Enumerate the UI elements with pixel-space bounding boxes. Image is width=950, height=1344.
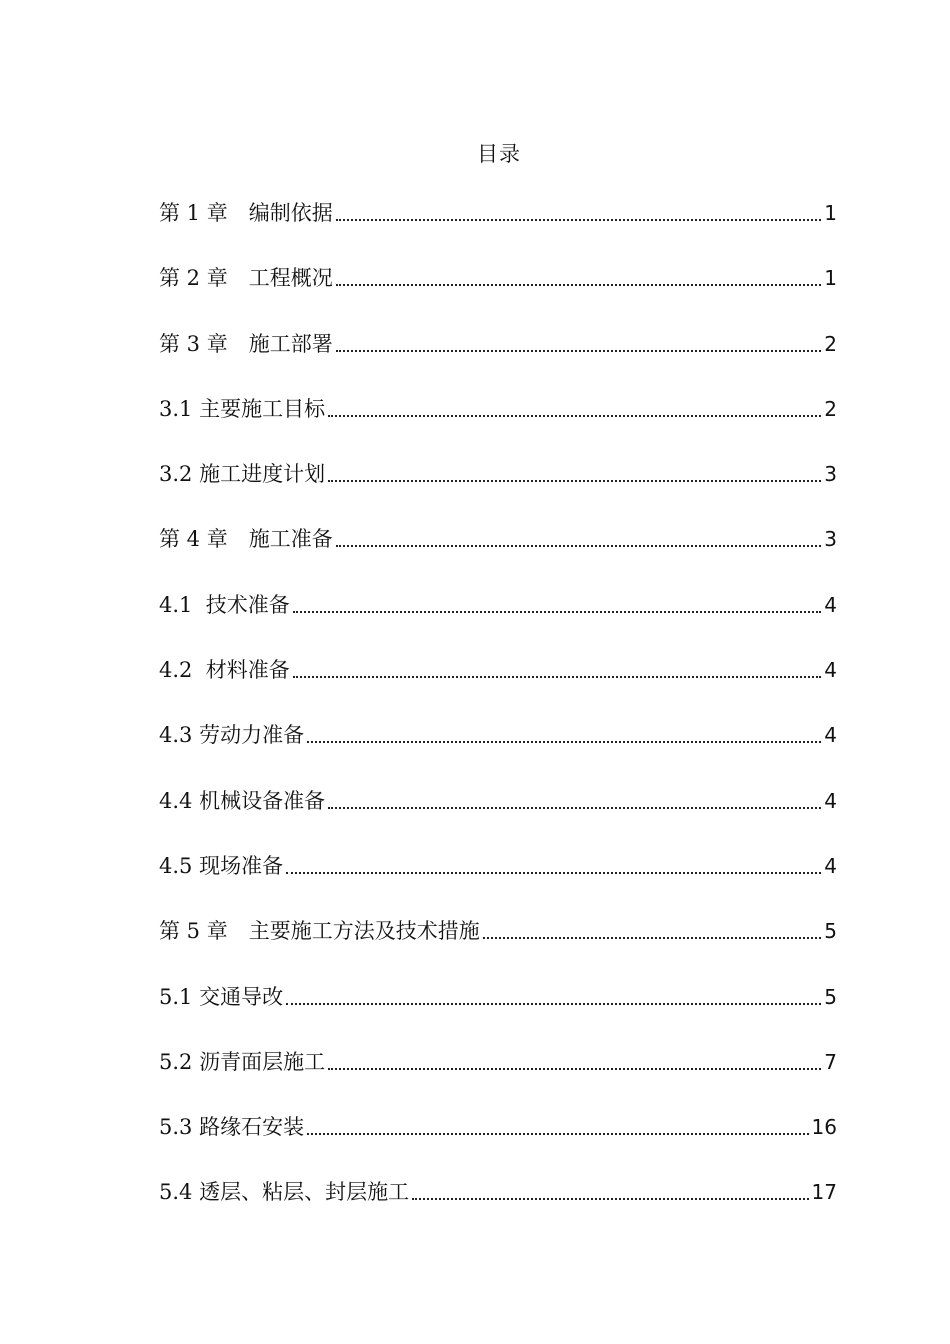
toc-entry[interactable] [159, 783, 837, 848]
toc-entry-text: 4.2 材料准备 [159, 658, 290, 683]
toc-entry[interactable] [159, 587, 837, 652]
toc-entry-page: 16 [811, 1115, 837, 1140]
toc-leader-dots [293, 587, 822, 613]
toc-entry-text: 5.4 透层、粘层、封层施工 [159, 1180, 410, 1205]
toc-entry-text: 4.4 机械设备准备 [159, 788, 326, 813]
toc-leader-dots [336, 326, 822, 352]
toc-leader-dots [328, 391, 821, 417]
toc-entry[interactable] [159, 391, 837, 456]
toc-entry-text: 第 1 章 编制依据 [159, 201, 333, 225]
toc-leader-dots [286, 848, 821, 874]
toc-entry-text: 3.1 主要施工目标 [159, 396, 326, 421]
toc-entry[interactable] [159, 521, 837, 586]
toc-entry-page: 1 [824, 266, 837, 291]
table-of-contents [159, 195, 837, 1240]
toc-leader-dots [307, 1109, 808, 1135]
toc-entry-text: 5.3 路缘石安装 [159, 1115, 305, 1140]
toc-entry-page: 4 [824, 788, 837, 813]
toc-entry[interactable] [159, 326, 837, 391]
toc-entry-page: 2 [824, 396, 837, 421]
toc-entry-text: 4.1 技术准备 [159, 592, 290, 617]
toc-entry[interactable] [159, 913, 837, 978]
toc-leader-dots [328, 783, 821, 809]
toc-entry-page: 5 [824, 984, 837, 1009]
toc-entry-page: 7 [824, 1049, 837, 1074]
toc-entry[interactable] [159, 1044, 837, 1109]
toc-leader-dots [328, 1044, 821, 1070]
toc-entry[interactable] [159, 456, 837, 521]
toc-entry[interactable] [159, 195, 837, 260]
toc-leader-dots [328, 456, 821, 482]
toc-entry-text: 第 3 章 施工部署 [159, 331, 333, 356]
toc-entry[interactable] [159, 848, 837, 913]
toc-entry-text: 第 2 章 工程概况 [159, 266, 333, 291]
toc-entry-text: 3.2 施工进度计划 [159, 462, 326, 487]
toc-entry-page: 4 [824, 658, 837, 683]
toc-leader-dots [307, 717, 821, 743]
toc-entry-text: 5.2 沥青面层施工 [159, 1049, 326, 1074]
toc-entry-page: 3 [824, 527, 837, 552]
toc-entry[interactable] [159, 1109, 837, 1174]
toc-entry-text: 第 4 章 施工准备 [159, 527, 333, 552]
toc-leader-dots [286, 979, 821, 1005]
toc-entry-page: 5 [824, 919, 837, 944]
toc-entry[interactable] [159, 260, 837, 325]
toc-leader-dots [336, 521, 822, 547]
toc-entry-page: 2 [824, 331, 837, 356]
toc-entry-page: 4 [824, 853, 837, 878]
toc-leader-dots [336, 260, 822, 286]
toc-entry-page: 3 [824, 462, 837, 487]
toc-entry-text: 4.3 劳动力准备 [159, 723, 305, 748]
toc-leader-dots [483, 913, 822, 939]
toc-entry[interactable] [159, 717, 837, 782]
toc-entry-text: 第 5 章 主要施工方法及技术措施 [159, 919, 480, 944]
toc-entry-text: 4.5 现场准备 [159, 853, 284, 878]
toc-leader-dots [336, 195, 822, 221]
toc-entry-page: 4 [824, 723, 837, 748]
toc-entry-page: 4 [824, 592, 837, 617]
toc-entry-page: 17 [811, 1180, 837, 1205]
toc-entry-page: 1 [824, 201, 837, 225]
toc-entry[interactable] [159, 1174, 837, 1239]
toc-entry[interactable] [159, 652, 837, 717]
toc-entry-text: 5.1 交通导改 [159, 984, 284, 1009]
toc-leader-dots [293, 652, 822, 678]
toc-entry[interactable] [159, 979, 837, 1044]
toc-title: 目录 [477, 142, 521, 166]
toc-leader-dots [412, 1174, 808, 1200]
